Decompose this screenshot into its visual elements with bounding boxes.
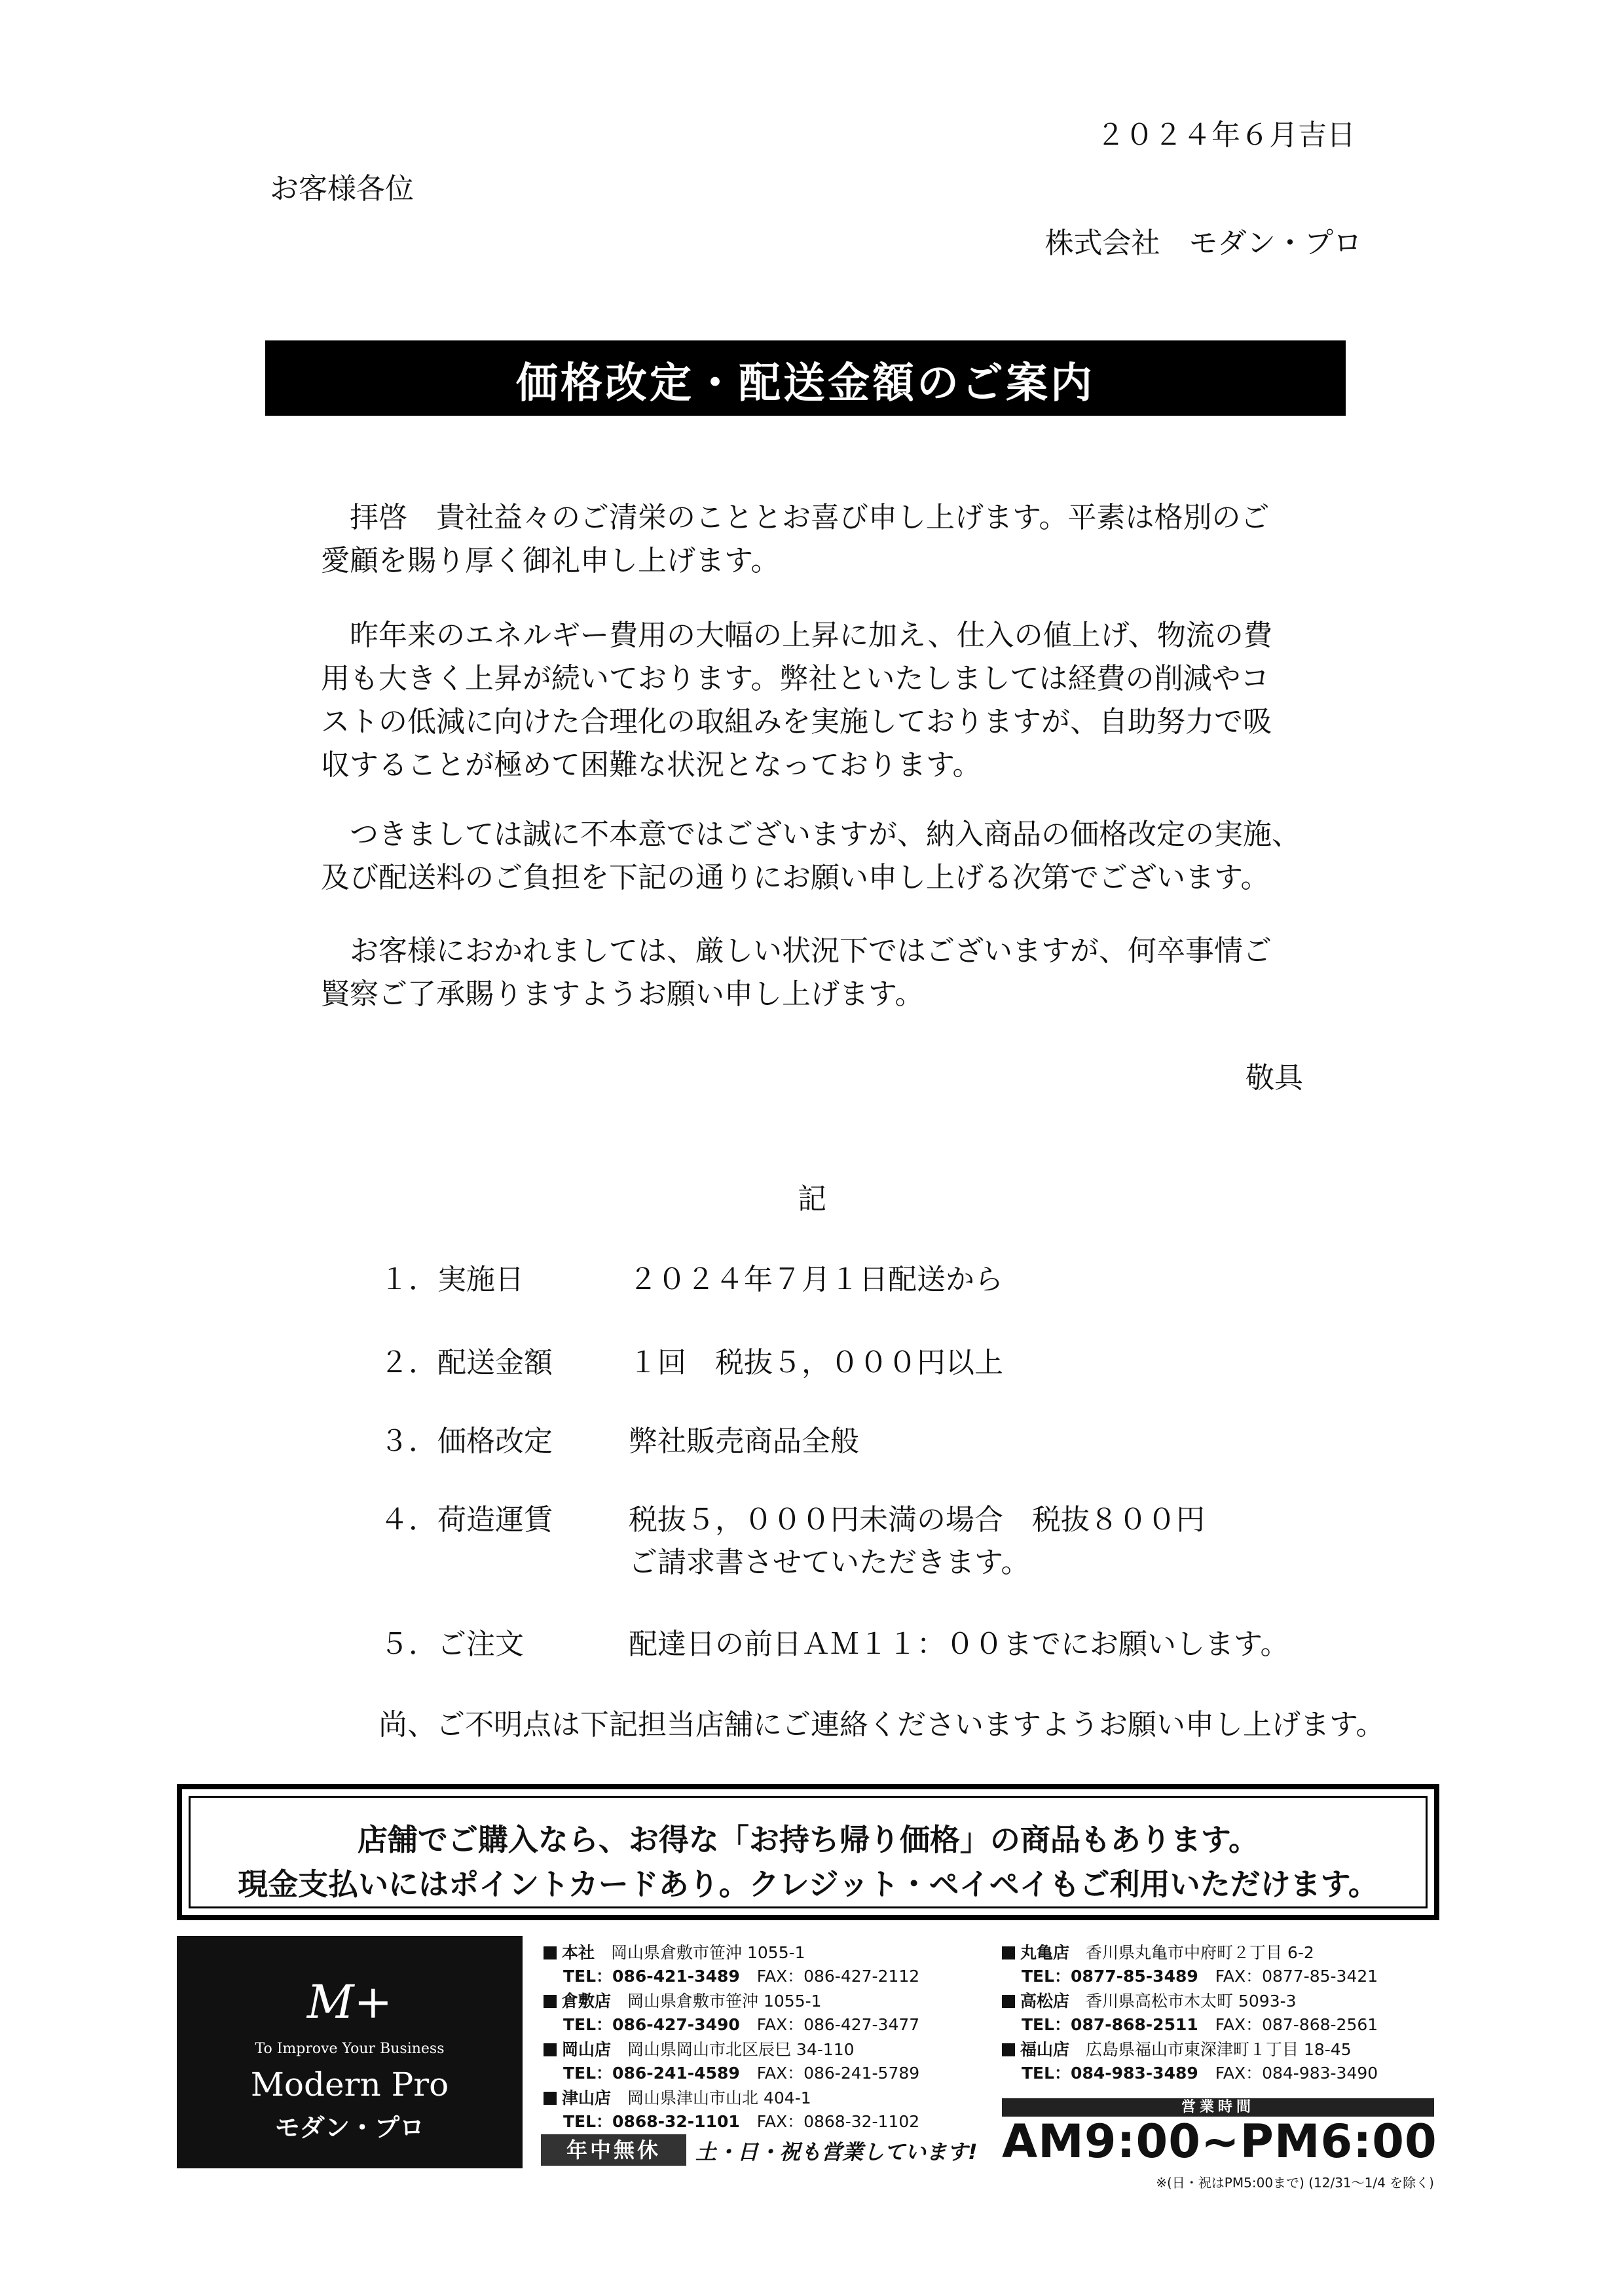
store-info — [544, 1940, 919, 1987]
notice-heading: 記 — [798, 1182, 826, 1216]
paragraph-greeting — [321, 496, 1269, 583]
promo-line: 店舗でご購入なら、お得な「お持ち帰り価格」の商品もあります。 — [357, 1822, 1259, 1857]
store-tel: TEL：0877-85-3489 — [1022, 1967, 1198, 1986]
store-fax: FAX：086-241-5789 — [756, 2064, 920, 2083]
store-address: 広島県福山市東深津町１丁目 18-45 — [1086, 2040, 1352, 2059]
bullet-square-icon — [544, 2092, 557, 2105]
store-name: 高松店 — [1020, 1992, 1070, 2011]
paragraph-line: 収することが極めて困難な状況となっております。 — [321, 748, 982, 782]
store-name: 丸亀店 — [1020, 1943, 1070, 1962]
store-name: 本社 — [562, 1943, 595, 1962]
store-address: 香川県丸亀市中府町２丁目 6-2 — [1086, 1943, 1314, 1962]
store-address: 香川県高松市木太町 5093-3 — [1086, 1992, 1297, 2011]
addressee: お客様各位 — [270, 172, 414, 206]
logo-mark: M+ — [306, 1975, 393, 2029]
store-name: 倉敷店 — [562, 1992, 612, 2011]
paragraph-line: 昨年来のエネルギー費用の大幅の上昇に加え、仕入の値上げ、物流の費 — [350, 619, 1272, 652]
store-info — [544, 2037, 919, 2084]
sender-company: 株式会社 モダン・プロ — [1044, 227, 1362, 260]
store-tel: TEL：086-241-4589 — [563, 2064, 740, 2083]
store-name: 岡山店 — [562, 2040, 612, 2059]
item-label: ３．価格改定 — [380, 1425, 553, 1458]
store-address: 岡山県倉敷市笹沖 1055-1 — [627, 1992, 822, 2011]
paragraph-line: 拝啓 貴社益々のご清栄のこととお喜び申し上げます。平素は格別のご — [350, 501, 1270, 534]
bullet-square-icon — [1002, 1995, 1015, 2008]
document-title: 価格改定・配送金額のご案内 — [516, 359, 1095, 408]
paragraph-line: お客様におかれましては、厳しい状況下ではございますが、何卒事情ご — [350, 934, 1272, 968]
promo-box — [177, 1784, 1439, 1920]
store-tel: TEL：086-427-3490 — [563, 2015, 740, 2034]
bullet-square-icon — [1002, 1946, 1015, 1959]
business-hours-label: 営業時間 — [1002, 2098, 1434, 2117]
item-value: 配達日の前日ＡＭ１１：００までにお願いします。 — [629, 1628, 1289, 1661]
item-label: ５．ご注文 — [380, 1628, 524, 1661]
store-fax: FAX：087-868-2561 — [1215, 2015, 1378, 2034]
business-hours: AM9:00~PM6:00 — [1002, 2115, 1437, 2168]
item-label: ４．荷造運賃 — [380, 1503, 553, 1537]
item-label: １．実施日 — [380, 1263, 524, 1296]
store-fax: FAX：0868-32-1102 — [756, 2112, 920, 2131]
store-tel: TEL：084-983-3489 — [1022, 2064, 1198, 2083]
store-fax: FAX：0877-85-3421 — [1215, 1967, 1378, 1986]
store-info — [1002, 2037, 1378, 2084]
store-name: 津山店 — [562, 2088, 612, 2107]
closing-phrase: 敬具 — [1246, 1061, 1303, 1095]
paragraph-line: 賢察ご了承賜りますようお願い申し上げます。 — [321, 977, 924, 1011]
store-address: 岡山県岡山市北区辰巳 34-110 — [627, 2040, 855, 2059]
document-date: ２０２４年６月吉日 — [1096, 118, 1356, 152]
item-label: ２．配送金額 — [380, 1346, 553, 1379]
item-value: 税抜５，０００円未満の場合 税抜８００円 — [629, 1503, 1205, 1537]
promo-line: 現金支払いにはポイントカードあり。クレジット・ペイペイもご利用いただけます。 — [238, 1867, 1378, 1902]
open-days-text: 土・日・祝も営業しています! — [695, 2140, 978, 2164]
item-value: １回 税抜５，０００円以上 — [629, 1346, 1003, 1379]
store-name: 福山店 — [1020, 2040, 1070, 2059]
paragraph-line: ストの低減に向けた合理化の取組みを実施しておりますが、自助努力で吸 — [321, 705, 1272, 738]
paragraph-line: 用も大きく上昇が続いております。弊社といたしましては経費の削減やコ — [321, 662, 1270, 695]
store-info — [1002, 1988, 1378, 2035]
business-hours-note: ※(日・祝はPM5:00まで) (12/31〜1/4 を除く) — [1156, 2175, 1434, 2191]
store-info — [544, 1988, 919, 2035]
promo-inner-frame — [189, 1796, 1428, 1908]
store-tel: TEL：0868-32-1101 — [563, 2112, 740, 2131]
bullet-square-icon — [1002, 2043, 1015, 2056]
store-fax: FAX：086-427-3477 — [756, 2015, 920, 2034]
item-value: 弊社販売商品全般 — [629, 1425, 859, 1458]
store-info — [1002, 1940, 1378, 1987]
paragraph-request — [321, 813, 1301, 900]
bullet-square-icon — [544, 1946, 557, 1959]
logo-tagline: To Improve Your Business — [255, 2041, 445, 2057]
bullet-square-icon — [544, 1995, 557, 2008]
logo-name-en: Modern Pro — [250, 2066, 449, 2104]
contact-note: 尚、ご不明点は下記担当店舗にご連絡くださいますようお願い申し上げます。 — [378, 1708, 1385, 1741]
store-address: 岡山県津山市山北 404-1 — [627, 2088, 811, 2107]
paragraph-background — [321, 614, 1272, 787]
title-banner — [265, 340, 1346, 416]
paragraph-line: つきましては誠に不本意ではございますが、納入商品の価格改定の実施、 — [350, 818, 1301, 851]
store-address: 岡山県倉敷市笹沖 1055-1 — [611, 1943, 805, 1962]
store-info — [544, 2085, 919, 2132]
company-logo — [177, 1936, 523, 2168]
item-value: ２０２４年７月１日配送から — [629, 1263, 1003, 1296]
store-fax: FAX：086-427-2112 — [756, 1967, 920, 1986]
bullet-square-icon — [544, 2043, 557, 2056]
paragraph-line: 愛顧を賜り厚く御礼申し上げます。 — [321, 544, 780, 577]
store-tel: TEL：086-421-3489 — [563, 1967, 740, 1986]
store-tel: TEL：087-868-2511 — [1022, 2015, 1198, 2034]
logo-name-jp: モダン・プロ — [274, 2113, 425, 2142]
open-all-year-badge: 年中無休 — [541, 2134, 686, 2166]
paragraph-line: 及び配送料のご負担を下記の通りにお願い申し上げる次第でございます。 — [321, 861, 1270, 894]
item-value-continued: ご請求書させていただきます。 — [629, 1546, 1030, 1579]
store-fax: FAX：084-983-3490 — [1215, 2064, 1378, 2083]
paragraph-understanding — [321, 930, 1272, 1016]
